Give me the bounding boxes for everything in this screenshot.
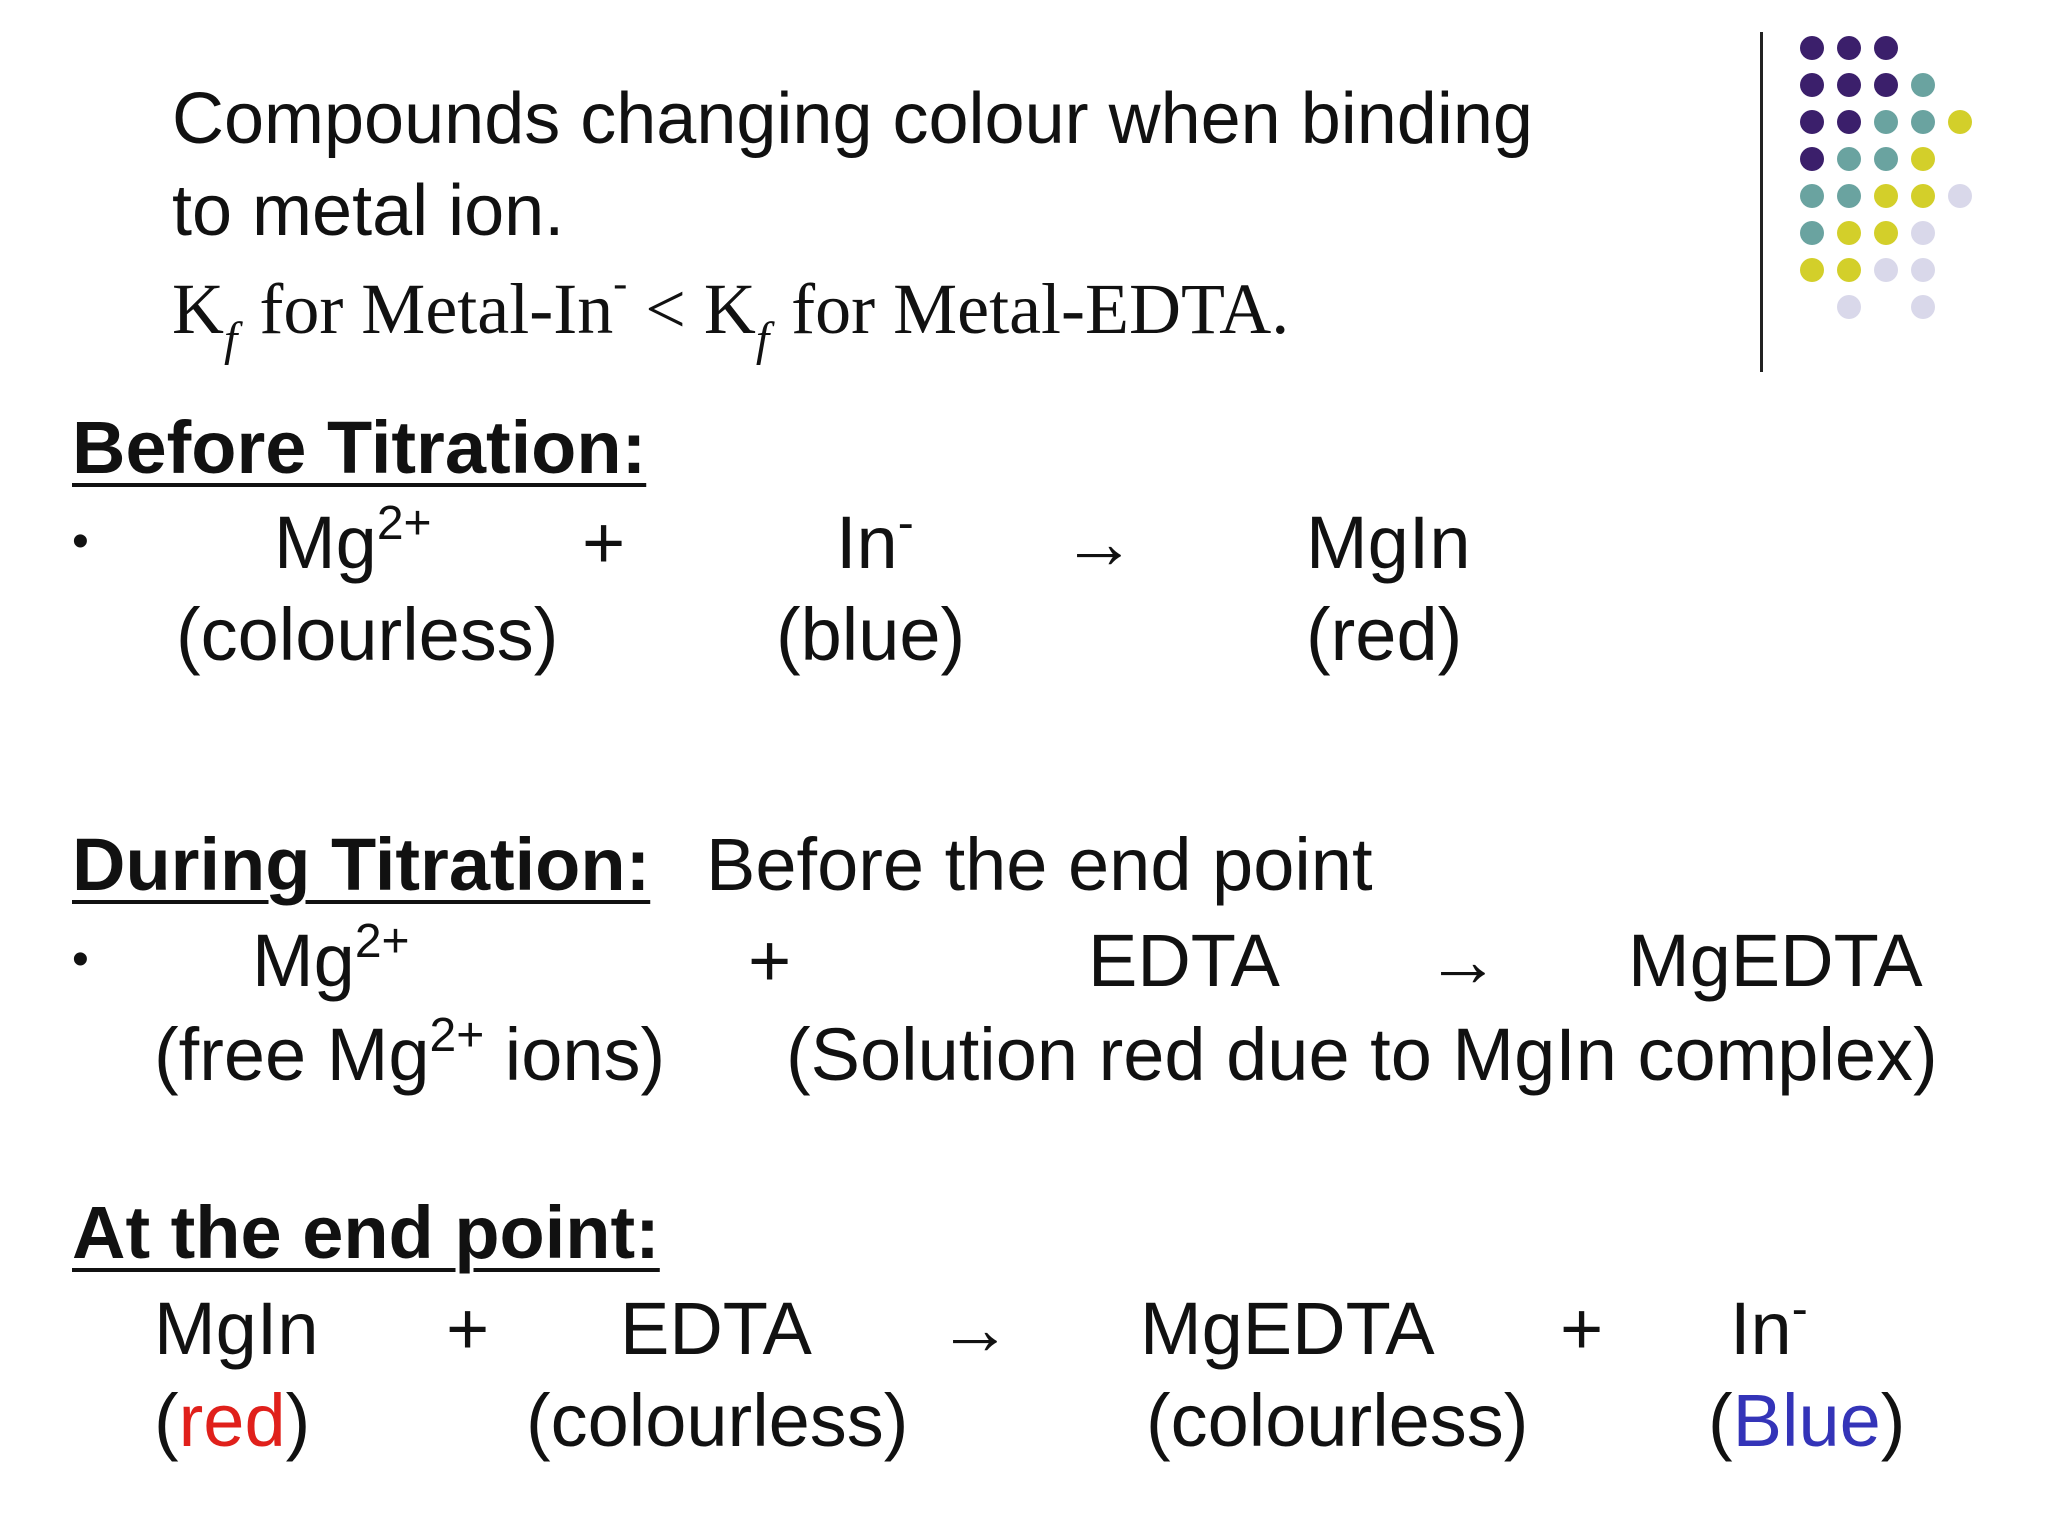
during-plus: + [748,919,792,1002]
before-mg-symbol: Mg [274,501,377,584]
kf-text-2: for Metal-EDTA. [773,269,1290,349]
decorative-dot [1837,295,1861,319]
decorative-dot [1948,184,1972,208]
bullet-before: • [72,515,89,568]
end-mgin: MgIn [154,1287,319,1370]
decorative-dot [1911,110,1935,134]
intro-line-2: to metal ion. [172,171,565,251]
kf-text-1: for Metal-In [241,269,614,349]
decorative-dot [1874,147,1898,171]
end-label-red [154,1378,310,1463]
intro-line-1: Compounds changing colour when binding [172,79,1533,159]
before-plus: + [582,501,626,584]
decorative-dot [1911,184,1935,208]
end-label-colourless-2: (colourless) [1146,1379,1529,1462]
paren-close: ) [285,1379,311,1462]
before-in-charge: - [897,497,914,550]
decorative-dot [1837,36,1861,60]
end-plus-1: + [446,1287,490,1370]
during-mg-ion [252,915,410,1003]
decorative-dot [1874,221,1898,245]
end-arrow: → [938,1287,1012,1370]
decorative-dot [1874,73,1898,97]
kf-less-than: < [627,269,704,349]
decorative-dot [1911,147,1935,171]
decorative-dot [1800,73,1824,97]
kf-subscript-1: f [224,313,238,366]
decorative-dot [1948,110,1972,134]
paren-open: ( [1708,1379,1733,1462]
heading-during-titration: During Titration: [72,823,651,906]
before-mg-ion [274,497,432,585]
kf-subscript-2: f [755,313,770,366]
decorative-dot [1874,36,1898,60]
during-label-free-mg-charge: 2+ [429,1009,485,1062]
decorative-dot [1837,110,1861,134]
before-label-colourless: (colourless) [176,593,559,676]
kf-statement [172,261,1290,366]
during-mgedta: MgEDTA [1628,919,1923,1002]
during-mg-symbol: Mg [252,919,355,1002]
kf-symbol-1: K [172,269,224,349]
decorative-dot [1911,73,1935,97]
decorative-dot [1837,258,1861,282]
during-label-free-mg-ions: ions) [484,1013,666,1096]
end-in-symbol: In [1730,1287,1792,1370]
decorative-dot [1800,110,1824,134]
during-label-free-mg-text: (free Mg [154,1013,430,1096]
bullet-during: • [72,933,89,986]
before-mg-charge: 2+ [376,497,432,550]
paren-open: ( [154,1379,179,1462]
decorative-dot [1874,184,1898,208]
decorative-dot [1911,258,1935,282]
before-mgin: MgIn [1306,501,1471,584]
decorative-dot [1874,110,1898,134]
decorative-dot [1874,258,1898,282]
during-arrow: → [1426,919,1500,1002]
end-in-charge: - [1791,1283,1808,1336]
decorative-dot [1800,147,1824,171]
end-label-blue [1708,1378,1905,1463]
kf-symbol-2: K [703,269,756,349]
before-arrow: → [1062,501,1136,584]
before-in-symbol: In [836,501,898,584]
before-label-red: (red) [1306,593,1463,676]
before-in-ion [836,497,914,585]
during-subtitle: Before the end point [706,823,1373,906]
end-edta: EDTA [620,1287,812,1370]
during-edta: EDTA [1088,919,1280,1002]
during-label-free-mg [154,1009,666,1097]
decorative-dot [1800,184,1824,208]
during-label-solution-red: (Solution red due to MgIn complex) [786,1013,1938,1096]
end-in-ion [1730,1283,1808,1371]
decorative-dot [1800,36,1824,60]
paren-close: ) [1880,1379,1906,1462]
end-label-red-word: red [178,1379,286,1462]
decorative-dot [1837,73,1861,97]
before-label-blue: (blue) [776,593,966,676]
during-mg-charge: 2+ [354,915,410,968]
end-label-colourless-1: (colourless) [526,1379,909,1462]
heading-before-titration: Before Titration: [72,406,647,489]
decorative-dot [1800,258,1824,282]
end-label-blue-word: Blue [1732,1379,1881,1462]
divider-line [1760,32,1763,372]
heading-end-point: At the end point: [72,1191,660,1274]
end-plus-2: + [1560,1287,1604,1370]
decorative-dot [1800,221,1824,245]
decorative-dot [1911,221,1935,245]
decorative-dot [1837,221,1861,245]
decorative-dot [1911,295,1935,319]
decorative-dot [1837,147,1861,171]
kf-sup-1: - [613,261,628,307]
decorative-dot [1837,184,1861,208]
end-mgedta: MgEDTA [1140,1287,1435,1370]
